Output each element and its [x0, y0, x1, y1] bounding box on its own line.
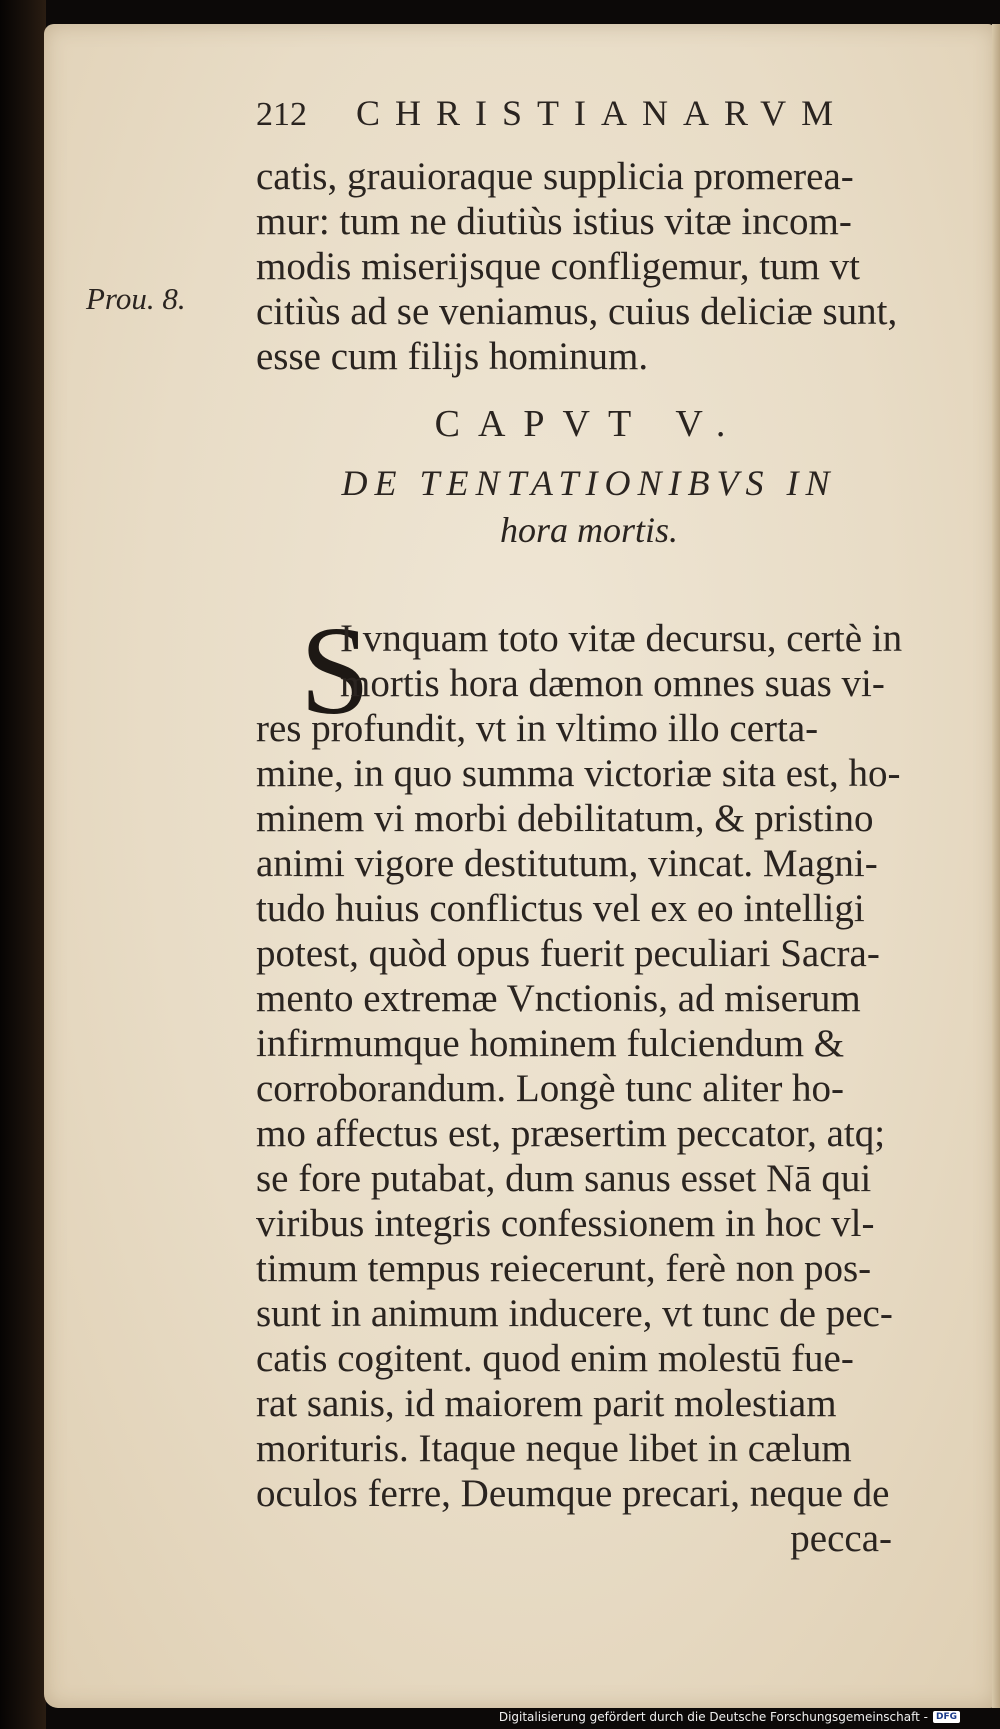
catchword: pecca-	[790, 1517, 892, 1560]
text-line: animi vigore destitutum, vincat. Magni-	[256, 842, 878, 885]
chapter-subtitle	[256, 460, 922, 554]
text-line: rat sanis, id maiorem parit molestiam	[256, 1382, 837, 1425]
drop-cap: S	[300, 602, 371, 741]
text-line: catis cogitent. quod enim molestū fue-	[256, 1337, 854, 1380]
text-line: tudo huius conflictus vel ex eo intelligi	[256, 887, 865, 930]
page-fore-edge	[992, 24, 1000, 1708]
text-line: I vnquam toto vitæ decursu, certè in	[340, 617, 903, 660]
chapter-subtitle-line: hora mortis.	[499, 510, 679, 550]
text-line: mur: tum ne diutiùs istius vitæ incom-	[256, 200, 852, 243]
text-line: morituris. Itaque neque libet in cælum	[256, 1427, 852, 1470]
digitization-credit	[499, 1710, 960, 1724]
text-line: minem vi morbi debilitatum, & pristino	[256, 797, 874, 840]
text-line: citiùs ad se veniamus, cuius deliciæ sunt,	[256, 290, 898, 333]
text-line: infirmumque hominem fulciendum &	[256, 1022, 845, 1065]
marginal-note: Prou. 8.	[86, 281, 186, 316]
text-line: viribus integris confessionem in hoc vl-	[256, 1202, 875, 1245]
text-line: potest, quòd opus fuerit peculiari Sacra-	[256, 932, 880, 975]
text-line: corroborandum. Longè tunc aliter ho-	[256, 1067, 845, 1110]
paragraph-main	[256, 616, 922, 1561]
chapter-subtitle-line: DE TENTATIONIBVS IN	[341, 463, 837, 503]
text-line: timum tempus reiecerunt, ferè non pos-	[256, 1247, 872, 1290]
running-head-title: CHRISTIANARVM	[356, 93, 849, 133]
dfg-logo-icon: DFG	[933, 1711, 960, 1723]
text-line: se fore putabat, dum sanus esset Nā qui	[256, 1157, 872, 1200]
text-line: catis, grauioraque supplicia promerea-	[256, 155, 854, 198]
scan-left-edge	[0, 0, 46, 1729]
text-line: mortis hora dæmon omnes suas vi-	[340, 662, 885, 705]
text-line: sunt in animum inducere, vt tunc de pec-	[256, 1292, 893, 1335]
paragraph-top	[256, 154, 922, 379]
text-line: mine, in quo summa victoriæ sita est, ho-	[256, 752, 901, 795]
running-head	[256, 86, 922, 138]
text-line: esse cum filijs hominum.	[256, 335, 649, 378]
text-line: oculos ferre, Deumque precari, neque de	[256, 1472, 890, 1515]
text-line: mento extremæ Vnctionis, ad miserum	[256, 977, 861, 1020]
credit-text: Digitalisierung gefördert durch die Deutsche Forschungsgemeinschaft -	[498, 1710, 928, 1724]
chapter-title: CAPVT V.	[434, 403, 744, 445]
page-number: 212	[256, 96, 307, 133]
text-line: res profundit, vt in vltimo illo certa-	[256, 707, 819, 750]
text-line: modis miserijsque confligemur, tum vt	[256, 245, 860, 288]
text-line: mo affectus est, præsertim peccator, atq;	[256, 1112, 886, 1155]
